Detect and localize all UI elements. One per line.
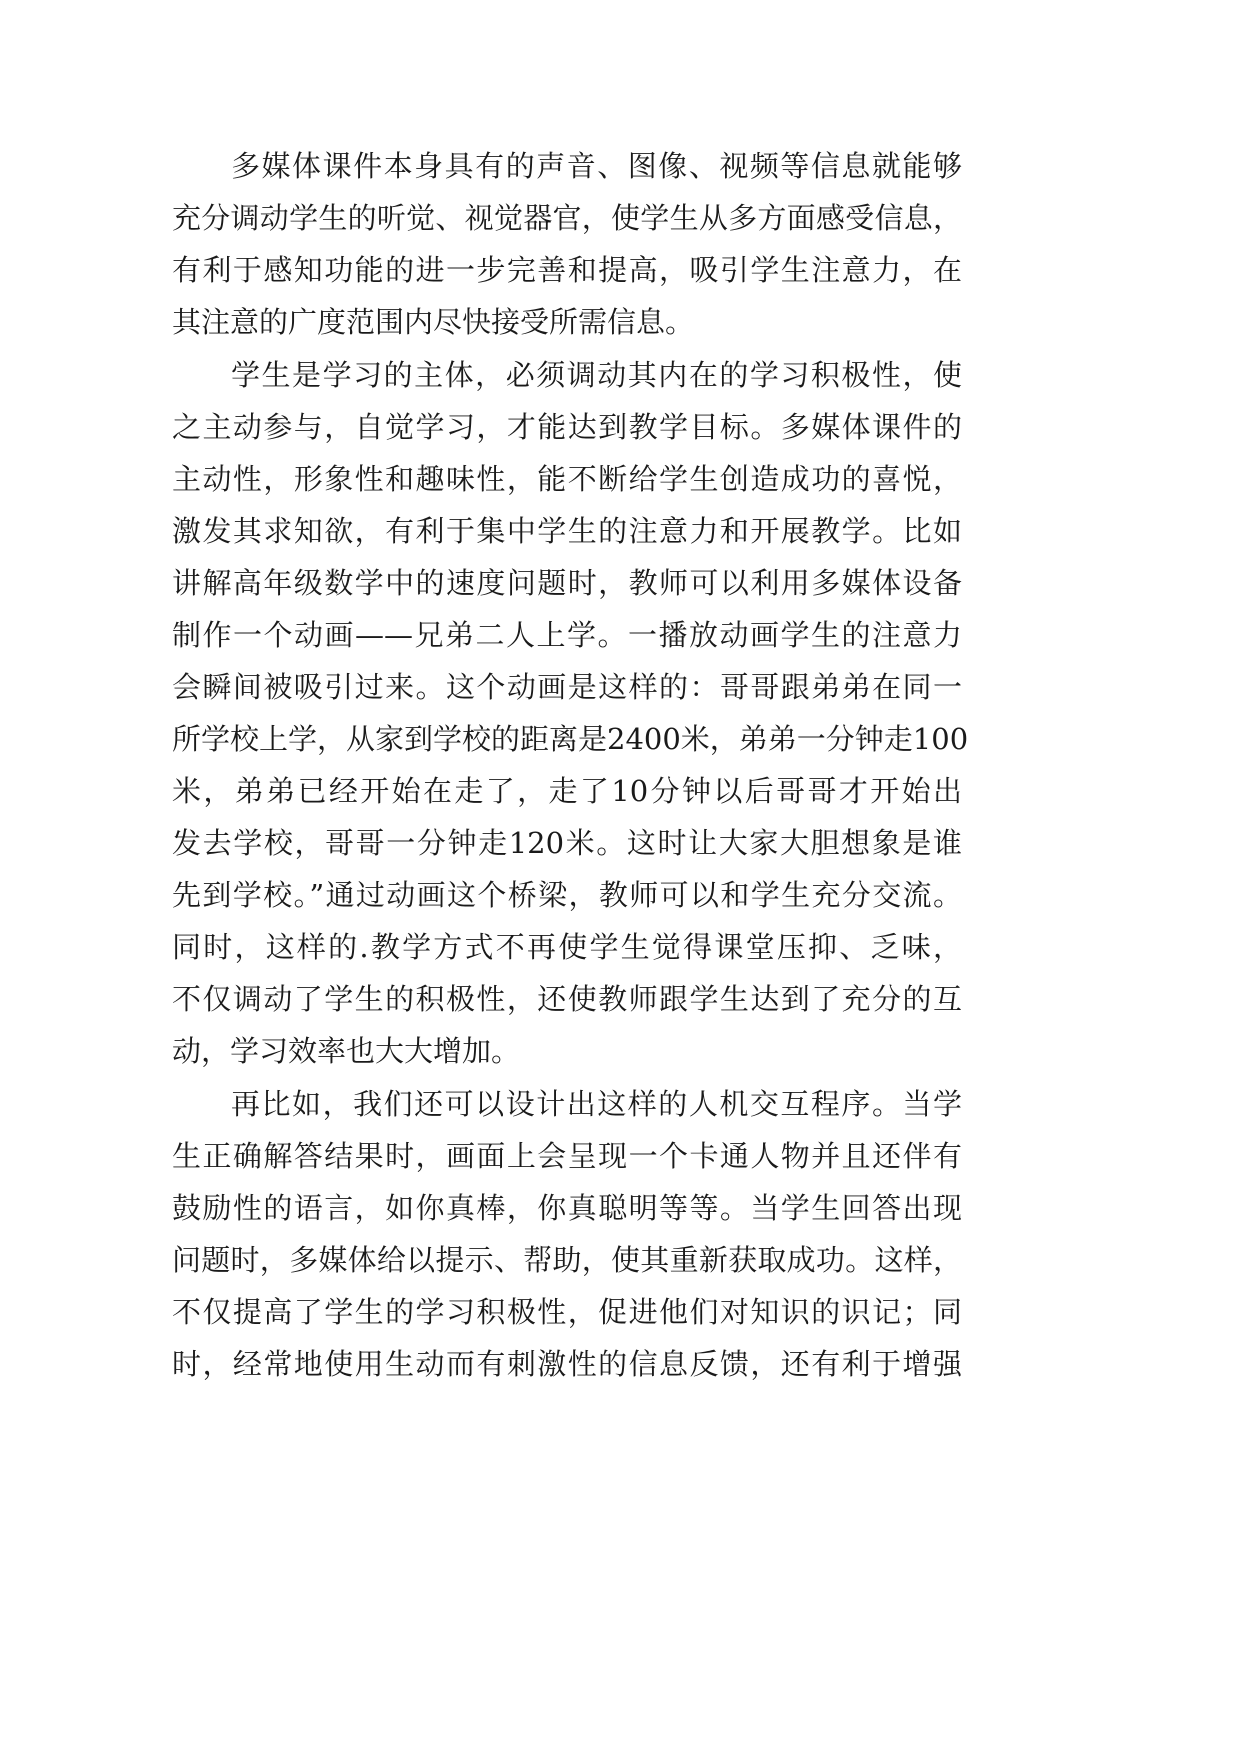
paragraph-1-line-2: 充分调动学生的听觉、视觉器官，使学生从多方面感受信息， [172,201,962,235]
paragraph-3-line-5: 不仅提高了学生的学习积极性，促进他们对知识的识记；同 [172,1295,962,1329]
paragraph-2-line-5: 讲解高年级数学中的速度问题时，教师可以利用多媒体设备 [172,566,962,600]
paragraph-1-line-1: 多媒体课件本身具有的声音、图像、视频等信息就能够 [231,149,962,183]
paragraph-2-line-3: 主动性，形象性和趣味性，能不断给学生创造成功的喜悦， [172,462,962,496]
paragraph-2-line-4: 激发其求知欲，有利于集中学生的注意力和开展教学。比如 [172,514,962,548]
paragraph-3-line-3: 鼓励性的语言，如你真棒，你真聪明等等。当学生回答出现 [172,1191,962,1225]
paragraph-2-line-14: 动，学习效率也大大增加。 [172,1034,521,1068]
paragraph-2-line-9: 米，弟弟已经开始在走了，走了10分钟以后哥哥才开始出 [172,774,962,808]
paragraph-2-line-6: 制作一个动画——兄弟二人上学。一播放动画学生的注意力 [172,618,962,652]
paragraph-2-line-7: 会瞬间被吸引过来。这个动画是这样的：哥哥跟弟弟在同一 [172,670,962,704]
paragraph-2-line-2: 之主动参与，自觉学习，才能达到教学目标。多媒体课件的 [172,410,962,444]
paragraph-3-line-1: 再比如，我们还可以设计出这样的人机交互程序。当学 [231,1087,962,1121]
paragraph-2-line-12: 同时，这样的.教学方式不再使学生觉得课堂压抑、乏味， [172,930,962,964]
paragraph-2-line-10: 发去学校，哥哥一分钟走120米。这时让大家大胆想象是谁 [172,826,962,860]
paragraph-2-line-1: 学生是学习的主体，必须调动其内在的学习积极性，使 [231,358,962,392]
paragraph-2-line-13: 不仅调动了学生的积极性，还使教师跟学生达到了充分的互 [172,982,962,1016]
paragraph-1-line-3: 有利于感知功能的进一步完善和提高，吸引学生注意力，在 [172,253,962,287]
paragraph-2-line-8: 所学校上学，从家到学校的距离是2400米，弟弟一分钟走100 [172,722,969,756]
paragraph-3-line-4: 问题时，多媒体给以提示、帮助，使其重新获取成功。这样， [172,1243,962,1277]
paragraph-1-line-4: 其注意的广度范围内尽快接受所需信息。 [172,305,695,339]
paragraph-3-line-6: 时，经常地使用生动而有刺激性的信息反馈，还有利于增强 [172,1347,962,1381]
paragraph-2-line-11: 先到学校。”通过动画这个桥梁，教师可以和学生充分交流。 [172,878,962,912]
paragraph-3-line-2: 生正确解答结果时，画面上会呈现一个卡通人物并且还伴有 [172,1139,962,1173]
